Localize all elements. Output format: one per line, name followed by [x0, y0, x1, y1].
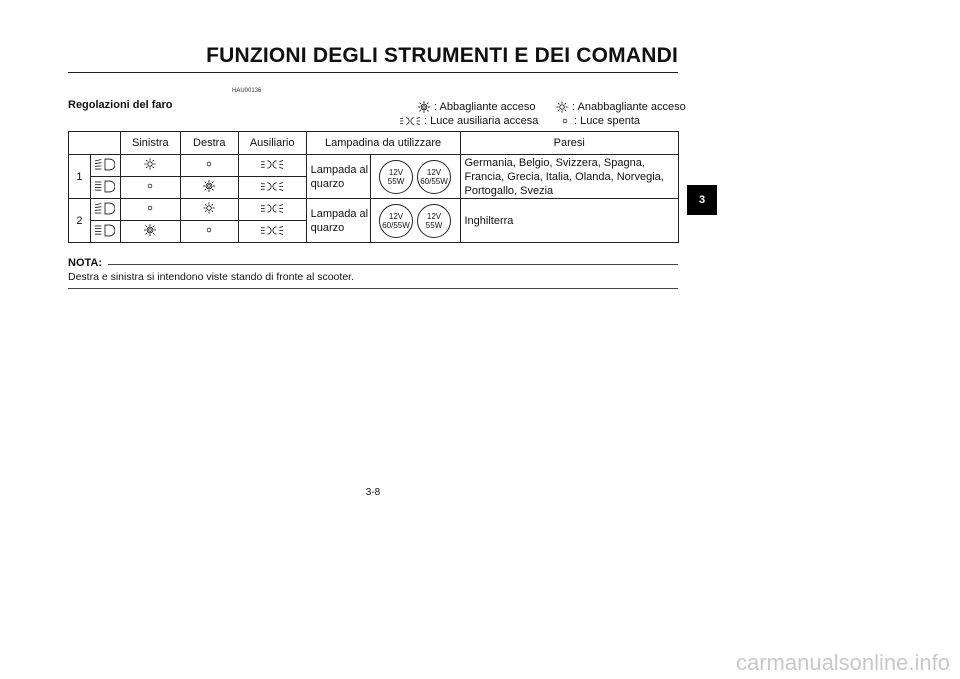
aux-light-icon	[238, 155, 306, 177]
legend-aux-label: : Luce ausiliaria accesa	[424, 115, 539, 127]
light-off-icon	[180, 155, 238, 177]
table-row	[69, 155, 679, 177]
light-off-icon	[180, 221, 238, 243]
note-divider	[108, 264, 678, 265]
legend-low-beam	[556, 101, 686, 113]
note-label: NOTA:	[68, 257, 103, 269]
bulb-ratings	[370, 199, 460, 243]
light-off-icon	[120, 199, 180, 221]
countries: Germania, Belgio, Svizzera, Spagna, Francia, Grecia, Italia, Olanda, Norvegia, Portogallo, Svezia	[460, 155, 679, 199]
header-blank	[69, 132, 121, 155]
legend-light-off	[560, 115, 640, 127]
headlight-table	[68, 131, 679, 243]
high-beam-icon	[180, 177, 238, 199]
light-off-icon	[560, 116, 570, 126]
headlight-low-icon	[90, 221, 120, 243]
page-number: 3-8	[365, 487, 381, 498]
title-divider	[68, 72, 678, 73]
lamp-type: Lampada al quarzo	[306, 155, 370, 199]
page-title: FUNZIONI DEGLI STRUMENTI E DEI COMANDI	[206, 44, 678, 67]
section-title: Regolazioni del faro	[68, 99, 173, 111]
low-beam-icon	[180, 199, 238, 221]
table-row	[69, 199, 679, 221]
high-beam-icon	[418, 101, 430, 113]
lamp-type: Lampada al quarzo	[306, 199, 370, 243]
note-end-divider	[68, 288, 678, 289]
legend-off-label: : Luce spenta	[574, 115, 641, 127]
legend-high-beam	[418, 101, 536, 113]
note-text: Destra e sinistra si intendono viste stando di fronte al scooter.	[68, 271, 354, 283]
headlight-high-icon	[90, 155, 120, 177]
row-number: 1	[69, 155, 91, 199]
aux-light-icon	[238, 221, 306, 243]
header-bulb: Lampadina da utilizzare	[306, 132, 460, 155]
watermark: carmanualsonline.info	[735, 650, 950, 675]
header-aux: Ausiliario	[238, 132, 306, 155]
table-header-row	[69, 132, 679, 155]
low-beam-icon	[556, 101, 568, 113]
aux-light-icon	[238, 199, 306, 221]
bulb-right: 12V 55W	[417, 204, 451, 238]
countries: Inghilterra	[460, 199, 679, 243]
aux-light-icon	[400, 116, 420, 126]
high-beam-icon	[120, 221, 180, 243]
light-off-icon	[120, 177, 180, 199]
low-beam-icon	[120, 155, 180, 177]
legend-high-beam-label: : Abbagliante acceso	[434, 101, 536, 113]
header-right: Destra	[180, 132, 238, 155]
legend-low-beam-label: : Anabbagliante acceso	[572, 101, 686, 113]
headlight-low-icon	[90, 177, 120, 199]
document-code: HAU00136	[232, 88, 262, 94]
aux-light-icon	[238, 177, 306, 199]
bulb-left: 12V 60/55W	[379, 204, 413, 238]
header-countries: Paresi	[460, 132, 679, 155]
row-number: 2	[69, 199, 91, 243]
bulb-ratings	[370, 155, 460, 199]
header-left: Sinistra	[120, 132, 180, 155]
bulb-right: 12V 60/55W	[417, 160, 451, 194]
bulb-left: 12V 55W	[379, 160, 413, 194]
legend-aux-light	[400, 115, 538, 127]
headlight-high-icon	[90, 199, 120, 221]
chapter-tab: 3	[687, 185, 717, 215]
